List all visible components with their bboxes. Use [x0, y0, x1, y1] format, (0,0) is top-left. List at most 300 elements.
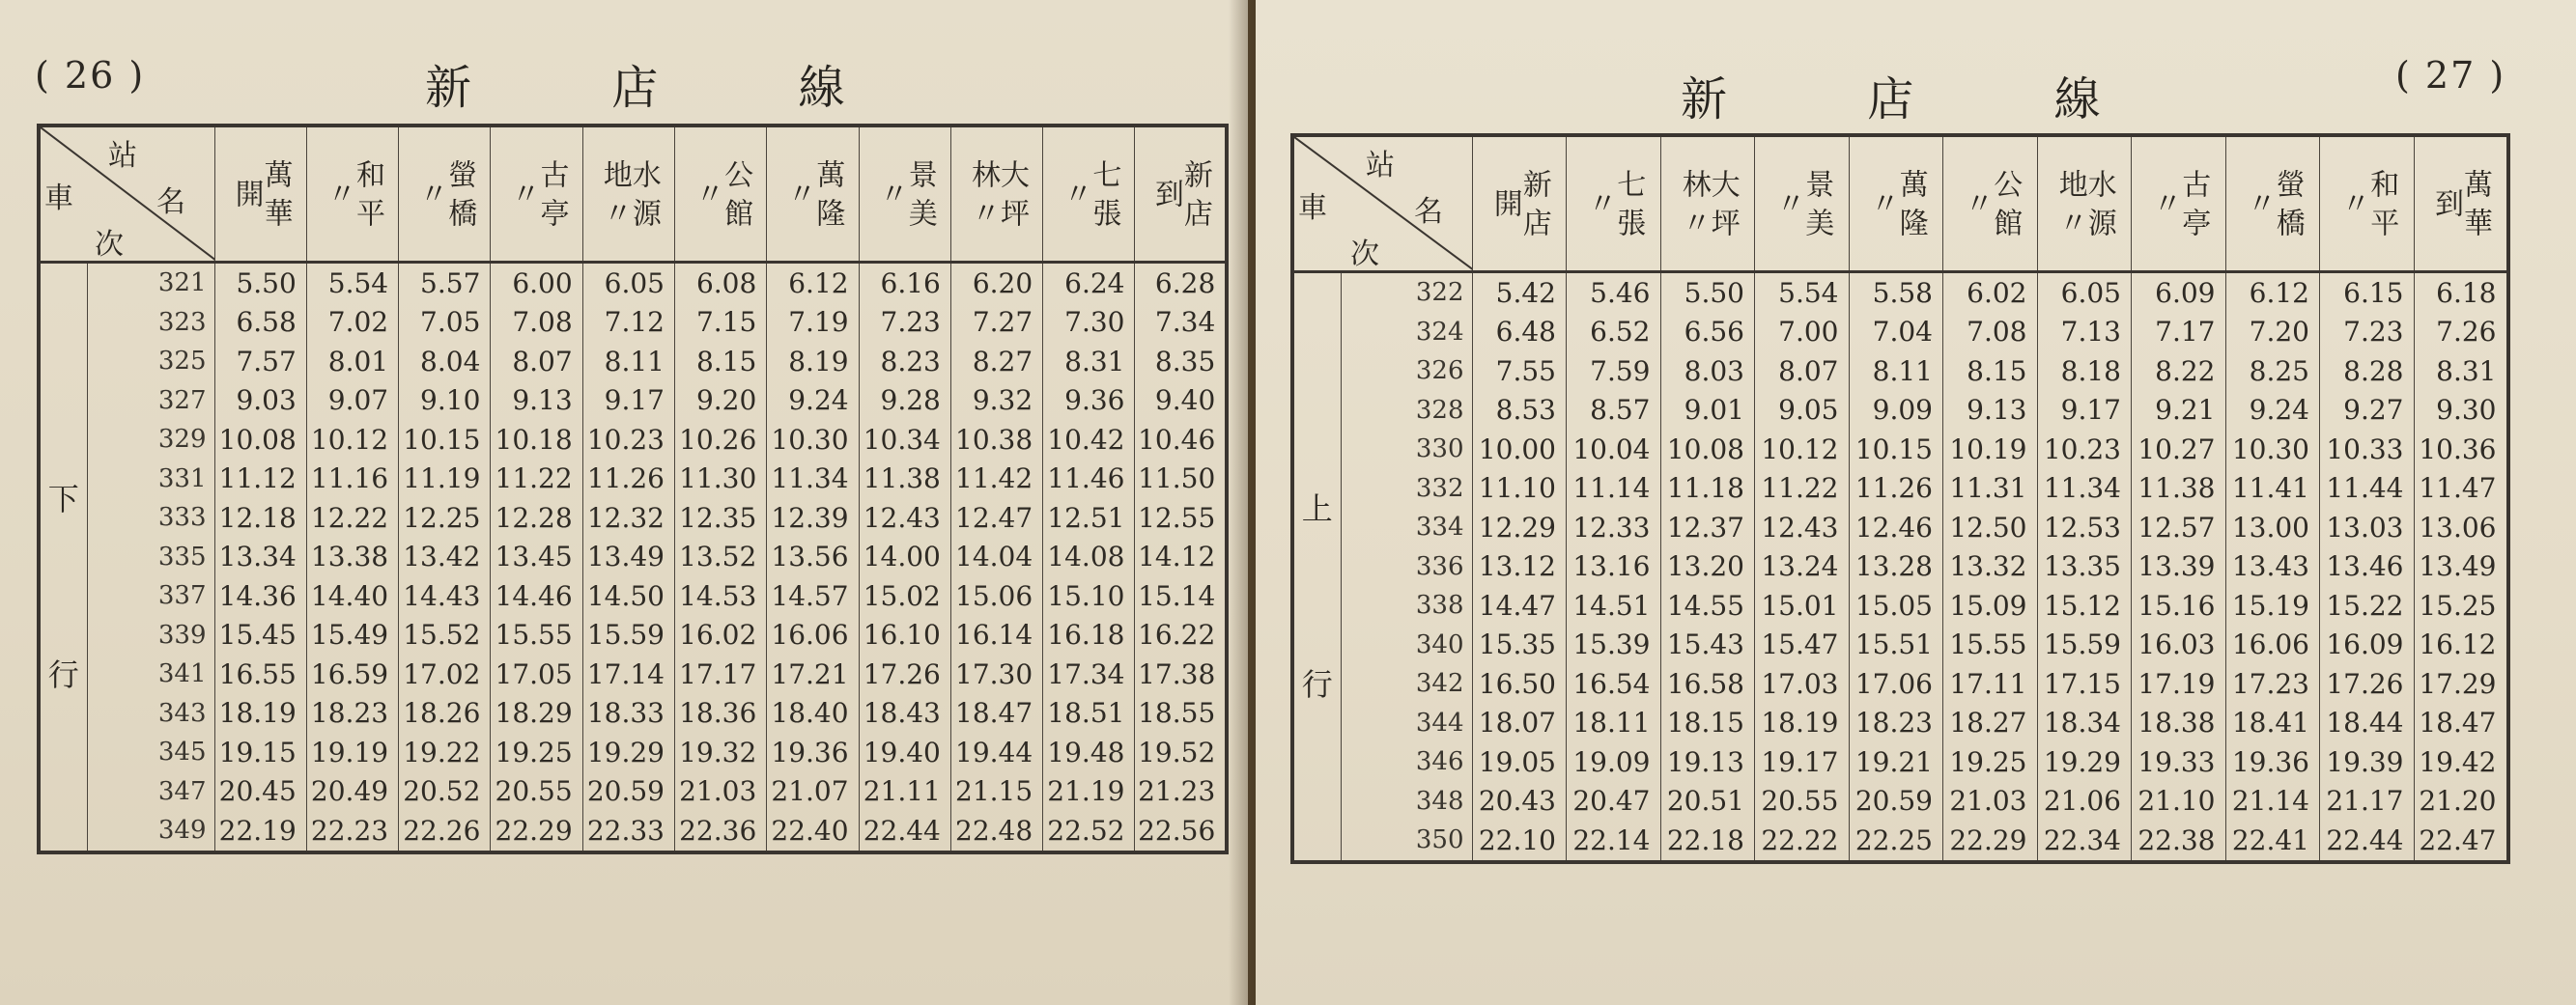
time-cell: 8.01 — [306, 342, 398, 381]
time-cell: 15.14 — [1135, 576, 1227, 616]
time-cell: 22.38 — [2132, 821, 2226, 862]
time-cell: 7.59 — [1567, 351, 1661, 391]
time-cell: 8.25 — [2225, 351, 2320, 391]
direction-char: 行 — [1301, 665, 1333, 703]
time-cell: 8.15 — [674, 342, 766, 381]
time-cell: 14.36 — [214, 576, 306, 616]
time-cell: 17.30 — [950, 655, 1042, 694]
time-cell: 7.30 — [1043, 303, 1135, 343]
station-header — [1567, 135, 1661, 272]
time-cell: 9.07 — [306, 381, 398, 421]
time-cell: 12.22 — [306, 498, 398, 538]
time-cell: 11.22 — [491, 460, 582, 499]
station-name: 和平〃 — [321, 159, 384, 237]
time-cell: 6.48 — [1472, 313, 1567, 352]
time-cell: 17.05 — [491, 655, 582, 694]
time-cell: 19.22 — [399, 733, 491, 772]
time-cell: 17.19 — [2132, 664, 2226, 704]
time-cell: 13.56 — [767, 538, 859, 577]
time-cell: 8.31 — [2414, 351, 2508, 391]
time-cell: 11.16 — [306, 460, 398, 499]
time-cell: 17.26 — [2320, 664, 2415, 704]
table-row — [1292, 821, 2508, 862]
time-cell: 13.45 — [491, 538, 582, 577]
time-cell: 8.18 — [2037, 351, 2132, 391]
time-cell: 9.10 — [399, 381, 491, 421]
time-cell: 15.49 — [306, 616, 398, 656]
time-cell: 16.54 — [1567, 664, 1661, 704]
time-cell: 19.39 — [2320, 742, 2415, 782]
time-cell: 6.02 — [1943, 272, 2038, 313]
time-cell: 6.16 — [859, 263, 950, 303]
time-cell: 21.11 — [859, 772, 950, 812]
time-cell: 10.18 — [491, 420, 582, 460]
station-name: 景美〃 — [1770, 169, 1834, 246]
time-cell: 15.01 — [1755, 586, 1850, 626]
title-char: 線 — [2053, 72, 2101, 126]
time-cell: 7.02 — [306, 303, 398, 343]
time-cell: 12.25 — [399, 498, 491, 538]
time-cell: 18.38 — [2132, 704, 2226, 743]
time-cell: 13.42 — [399, 538, 491, 577]
time-cell: 7.08 — [1943, 313, 2038, 352]
time-cell: 9.28 — [859, 381, 950, 421]
table-row — [39, 538, 1227, 577]
corner-station-char: 站 — [1366, 149, 1395, 182]
time-cell: 9.30 — [2414, 391, 2508, 431]
time-cell: 17.38 — [1135, 655, 1227, 694]
time-cell: 21.17 — [2320, 782, 2415, 822]
time-cell: 18.43 — [859, 694, 950, 734]
time-cell: 8.28 — [2320, 351, 2415, 391]
time-cell: 15.09 — [1943, 586, 2038, 626]
train-number: 332 — [1341, 469, 1472, 509]
time-cell: 9.09 — [1849, 391, 1943, 431]
title-char: 店 — [1867, 72, 1914, 126]
station-header — [950, 126, 1042, 263]
time-cell: 18.27 — [1943, 704, 2038, 743]
table-row — [1292, 742, 2508, 782]
time-cell: 8.23 — [859, 342, 950, 381]
time-cell: 14.57 — [767, 576, 859, 616]
station-header — [1660, 135, 1755, 272]
time-cell: 12.53 — [2037, 508, 2132, 547]
title-char: 新 — [1681, 72, 1728, 126]
station-name: 古亭〃 — [2147, 169, 2211, 246]
time-cell: 14.55 — [1660, 586, 1755, 626]
time-cell: 6.56 — [1660, 313, 1755, 352]
time-cell: 5.57 — [399, 263, 491, 303]
time-cell: 18.07 — [1472, 704, 1567, 743]
direction-label — [1292, 272, 1341, 862]
time-cell: 12.47 — [950, 498, 1042, 538]
station-header — [2037, 135, 2132, 272]
time-cell: 5.42 — [1472, 272, 1567, 313]
time-cell: 6.20 — [950, 263, 1042, 303]
train-number: 326 — [1341, 351, 1472, 391]
time-cell: 11.26 — [1849, 469, 1943, 509]
time-cell: 22.36 — [674, 811, 766, 852]
time-cell: 10.26 — [674, 420, 766, 460]
table-row — [39, 811, 1227, 852]
table-row — [1292, 313, 2508, 352]
time-cell: 10.00 — [1472, 430, 1567, 469]
time-cell: 5.54 — [306, 263, 398, 303]
time-cell: 17.06 — [1849, 664, 1943, 704]
time-cell: 11.41 — [2225, 469, 2320, 509]
time-cell: 14.04 — [950, 538, 1042, 577]
time-cell: 15.45 — [214, 616, 306, 656]
time-cell: 15.16 — [2132, 586, 2226, 626]
header-row — [1292, 135, 2508, 272]
table-row — [39, 342, 1227, 381]
time-cell: 8.31 — [1043, 342, 1135, 381]
time-cell: 8.03 — [1660, 351, 1755, 391]
time-cell: 8.57 — [1567, 391, 1661, 431]
time-cell: 16.06 — [767, 616, 859, 656]
time-cell: 19.21 — [1849, 742, 1943, 782]
time-cell: 15.59 — [2037, 626, 2132, 665]
time-cell: 20.52 — [399, 772, 491, 812]
time-cell: 9.05 — [1755, 391, 1850, 431]
time-cell: 11.19 — [399, 460, 491, 499]
time-cell: 15.51 — [1849, 626, 1943, 665]
table-row — [39, 460, 1227, 499]
train-number: 323 — [87, 303, 214, 343]
direction-char: 上 — [1301, 489, 1333, 527]
train-number: 350 — [1341, 821, 1472, 862]
time-cell: 9.13 — [491, 381, 582, 421]
time-cell: 12.18 — [214, 498, 306, 538]
time-cell: 12.43 — [1755, 508, 1850, 547]
time-cell: 22.29 — [491, 811, 582, 852]
corner-name-char: 名 — [1414, 195, 1443, 229]
time-cell: 22.44 — [859, 811, 950, 852]
corner-train-char: 車 — [44, 181, 73, 215]
time-cell: 18.23 — [1849, 704, 1943, 743]
time-cell: 22.19 — [214, 811, 306, 852]
station-name: 新店到 — [1148, 159, 1212, 237]
station-header — [1135, 126, 1227, 263]
time-cell: 8.11 — [582, 342, 674, 381]
time-cell: 18.44 — [2320, 704, 2415, 743]
train-number: 344 — [1341, 704, 1472, 743]
time-cell: 21.03 — [1943, 782, 2038, 822]
time-cell: 15.25 — [2414, 586, 2508, 626]
time-cell: 16.18 — [1043, 616, 1135, 656]
train-number: 330 — [1341, 430, 1472, 469]
page-number-left: ( 26 ) — [35, 54, 146, 97]
time-cell: 13.46 — [2320, 547, 2415, 587]
time-cell: 7.05 — [399, 303, 491, 343]
time-cell: 21.23 — [1135, 772, 1227, 812]
time-cell: 10.30 — [767, 420, 859, 460]
time-cell: 13.35 — [2037, 547, 2132, 587]
time-cell: 12.46 — [1849, 508, 1943, 547]
time-cell: 20.55 — [1755, 782, 1850, 822]
time-cell: 22.29 — [1943, 821, 2038, 862]
page-title-right — [1681, 62, 2101, 128]
time-cell: 10.08 — [1660, 430, 1755, 469]
title-char: 新 — [425, 61, 472, 115]
time-cell: 10.23 — [2037, 430, 2132, 469]
time-cell: 10.08 — [214, 420, 306, 460]
corner-name-char: 名 — [156, 185, 185, 219]
time-cell: 13.20 — [1660, 547, 1755, 587]
train-number: 349 — [87, 811, 214, 852]
time-cell: 12.29 — [1472, 508, 1567, 547]
time-cell: 22.47 — [2414, 821, 2508, 862]
time-cell: 19.09 — [1567, 742, 1661, 782]
time-cell: 14.46 — [491, 576, 582, 616]
train-number: 329 — [87, 420, 214, 460]
time-cell: 12.51 — [1043, 498, 1135, 538]
time-cell: 13.03 — [2320, 508, 2415, 547]
time-cell: 18.41 — [2225, 704, 2320, 743]
time-cell: 22.33 — [582, 811, 674, 852]
time-cell: 5.54 — [1755, 272, 1850, 313]
time-cell: 15.12 — [2037, 586, 2132, 626]
time-cell: 11.31 — [1943, 469, 2038, 509]
station-header — [306, 126, 398, 263]
time-cell: 16.50 — [1472, 664, 1567, 704]
time-cell: 11.30 — [674, 460, 766, 499]
train-number: 348 — [1341, 782, 1472, 822]
time-cell: 11.44 — [2320, 469, 2415, 509]
time-cell: 8.11 — [1849, 351, 1943, 391]
timetable-down — [37, 124, 1229, 854]
time-cell: 16.09 — [2320, 626, 2415, 665]
table-row — [1292, 508, 2508, 547]
title-char: 店 — [611, 61, 659, 115]
time-cell: 12.50 — [1943, 508, 2038, 547]
time-cell: 10.12 — [306, 420, 398, 460]
station-name: 萬華開 — [229, 159, 293, 237]
train-number: 342 — [1341, 664, 1472, 704]
train-number: 341 — [87, 655, 214, 694]
time-cell: 9.32 — [950, 381, 1042, 421]
time-cell: 6.52 — [1567, 313, 1661, 352]
station-name: 景美〃 — [873, 159, 937, 237]
table-row — [39, 381, 1227, 421]
time-cell: 9.24 — [2225, 391, 2320, 431]
station-name: 螢橋〃 — [2241, 169, 2305, 246]
time-cell: 20.45 — [214, 772, 306, 812]
station-header — [767, 126, 859, 263]
right-page — [1256, 0, 2576, 1005]
time-cell: 19.40 — [859, 733, 950, 772]
time-cell: 15.43 — [1660, 626, 1755, 665]
time-cell: 9.01 — [1660, 391, 1755, 431]
time-cell: 8.07 — [1755, 351, 1850, 391]
table-row — [1292, 547, 2508, 587]
time-cell: 12.32 — [582, 498, 674, 538]
corner-no-char: 次 — [95, 228, 124, 262]
time-cell: 17.03 — [1755, 664, 1850, 704]
time-cell: 19.15 — [214, 733, 306, 772]
time-cell: 14.51 — [1567, 586, 1661, 626]
time-cell: 17.14 — [582, 655, 674, 694]
time-cell: 6.12 — [767, 263, 859, 303]
time-cell: 8.53 — [1472, 391, 1567, 431]
time-cell: 11.38 — [859, 460, 950, 499]
time-cell: 8.15 — [1943, 351, 2038, 391]
time-cell: 6.18 — [2414, 272, 2508, 313]
time-cell: 17.02 — [399, 655, 491, 694]
time-cell: 16.58 — [1660, 664, 1755, 704]
time-cell: 17.26 — [859, 655, 950, 694]
time-cell: 22.26 — [399, 811, 491, 852]
station-header — [2414, 135, 2508, 272]
time-cell: 10.04 — [1567, 430, 1661, 469]
station-header — [582, 126, 674, 263]
time-cell: 15.10 — [1043, 576, 1135, 616]
time-cell: 13.06 — [2414, 508, 2508, 547]
station-header — [399, 126, 491, 263]
time-cell: 18.55 — [1135, 694, 1227, 734]
time-cell: 18.19 — [214, 694, 306, 734]
time-cell: 15.35 — [1472, 626, 1567, 665]
station-name: 萬華到 — [2429, 169, 2492, 246]
train-number: 336 — [1341, 547, 1472, 587]
corner-no-char: 次 — [1350, 237, 1379, 271]
time-cell: 7.04 — [1849, 313, 1943, 352]
time-cell: 20.59 — [582, 772, 674, 812]
time-cell: 16.02 — [674, 616, 766, 656]
station-header — [1943, 135, 2038, 272]
time-cell: 8.22 — [2132, 351, 2226, 391]
time-cell: 12.43 — [859, 498, 950, 538]
time-cell: 7.19 — [767, 303, 859, 343]
table-row — [39, 733, 1227, 772]
time-cell: 12.55 — [1135, 498, 1227, 538]
time-cell: 15.55 — [491, 616, 582, 656]
station-name: 七張〃 — [1058, 159, 1121, 237]
time-cell: 19.42 — [2414, 742, 2508, 782]
time-cell: 19.29 — [2037, 742, 2132, 782]
time-cell: 14.00 — [859, 538, 950, 577]
corner-station-char: 站 — [108, 139, 137, 173]
time-cell: 13.28 — [1849, 547, 1943, 587]
time-cell: 18.19 — [1755, 704, 1850, 743]
time-cell: 11.26 — [582, 460, 674, 499]
time-cell: 7.12 — [582, 303, 674, 343]
table-row — [39, 616, 1227, 656]
title-char: 線 — [798, 61, 845, 115]
time-cell: 17.21 — [767, 655, 859, 694]
time-cell: 22.52 — [1043, 811, 1135, 852]
station-header — [674, 126, 766, 263]
station-header — [1755, 135, 1850, 272]
time-cell: 9.20 — [674, 381, 766, 421]
time-cell: 7.55 — [1472, 351, 1567, 391]
time-cell: 11.50 — [1135, 460, 1227, 499]
time-cell: 11.46 — [1043, 460, 1135, 499]
time-cell: 17.15 — [2037, 664, 2132, 704]
time-cell: 14.12 — [1135, 538, 1227, 577]
station-name: 萬隆〃 — [1864, 169, 1928, 246]
train-number: 325 — [87, 342, 214, 381]
time-cell: 10.15 — [1849, 430, 1943, 469]
time-cell: 10.12 — [1755, 430, 1850, 469]
time-cell: 17.23 — [2225, 664, 2320, 704]
time-cell: 22.25 — [1849, 821, 1943, 862]
time-cell: 16.14 — [950, 616, 1042, 656]
time-cell: 9.36 — [1043, 381, 1135, 421]
time-cell: 7.34 — [1135, 303, 1227, 343]
time-cell: 15.55 — [1943, 626, 2038, 665]
time-cell: 8.27 — [950, 342, 1042, 381]
time-cell: 19.17 — [1755, 742, 1850, 782]
time-cell: 19.33 — [2132, 742, 2226, 782]
time-cell: 9.17 — [582, 381, 674, 421]
time-cell: 11.14 — [1567, 469, 1661, 509]
time-cell: 20.59 — [1849, 782, 1943, 822]
time-cell: 12.28 — [491, 498, 582, 538]
time-cell: 6.09 — [2132, 272, 2226, 313]
time-cell: 10.19 — [1943, 430, 2038, 469]
time-cell: 19.32 — [674, 733, 766, 772]
time-cell: 18.47 — [950, 694, 1042, 734]
time-cell: 7.20 — [2225, 313, 2320, 352]
time-cell: 16.10 — [859, 616, 950, 656]
time-cell: 9.03 — [214, 381, 306, 421]
left-page — [0, 0, 1248, 1005]
time-cell: 14.53 — [674, 576, 766, 616]
time-cell: 10.30 — [2225, 430, 2320, 469]
train-number: 340 — [1341, 626, 1472, 665]
station-name: 水源地〃 — [597, 159, 661, 237]
time-cell: 13.00 — [2225, 508, 2320, 547]
train-number: 327 — [87, 381, 214, 421]
time-cell: 18.34 — [2037, 704, 2132, 743]
time-cell: 17.11 — [1943, 664, 2038, 704]
time-cell: 16.06 — [2225, 626, 2320, 665]
time-cell: 20.47 — [1567, 782, 1661, 822]
time-cell: 21.19 — [1043, 772, 1135, 812]
time-cell: 19.29 — [582, 733, 674, 772]
time-cell: 22.44 — [2320, 821, 2415, 862]
time-cell: 13.49 — [582, 538, 674, 577]
train-number: 322 — [1341, 272, 1472, 313]
time-cell: 19.25 — [491, 733, 582, 772]
time-cell: 20.49 — [306, 772, 398, 812]
time-cell: 7.26 — [2414, 313, 2508, 352]
station-header — [491, 126, 582, 263]
table-row — [39, 303, 1227, 343]
train-number: 345 — [87, 733, 214, 772]
time-cell: 15.22 — [2320, 586, 2415, 626]
time-cell: 15.05 — [1849, 586, 1943, 626]
time-cell: 7.23 — [2320, 313, 2415, 352]
time-cell: 17.34 — [1043, 655, 1135, 694]
direction-char: 行 — [47, 656, 79, 693]
time-cell: 9.13 — [1943, 391, 2038, 431]
station-name: 和平〃 — [2335, 169, 2399, 246]
time-cell: 19.52 — [1135, 733, 1227, 772]
time-cell: 11.47 — [2414, 469, 2508, 509]
train-number: 343 — [87, 694, 214, 734]
time-cell: 18.26 — [399, 694, 491, 734]
time-cell: 22.34 — [2037, 821, 2132, 862]
time-cell: 18.11 — [1567, 704, 1661, 743]
time-cell: 19.25 — [1943, 742, 2038, 782]
time-cell: 21.06 — [2037, 782, 2132, 822]
time-cell: 17.29 — [2414, 664, 2508, 704]
time-cell: 22.41 — [2225, 821, 2320, 862]
station-header — [859, 126, 950, 263]
table-row — [1292, 391, 2508, 431]
